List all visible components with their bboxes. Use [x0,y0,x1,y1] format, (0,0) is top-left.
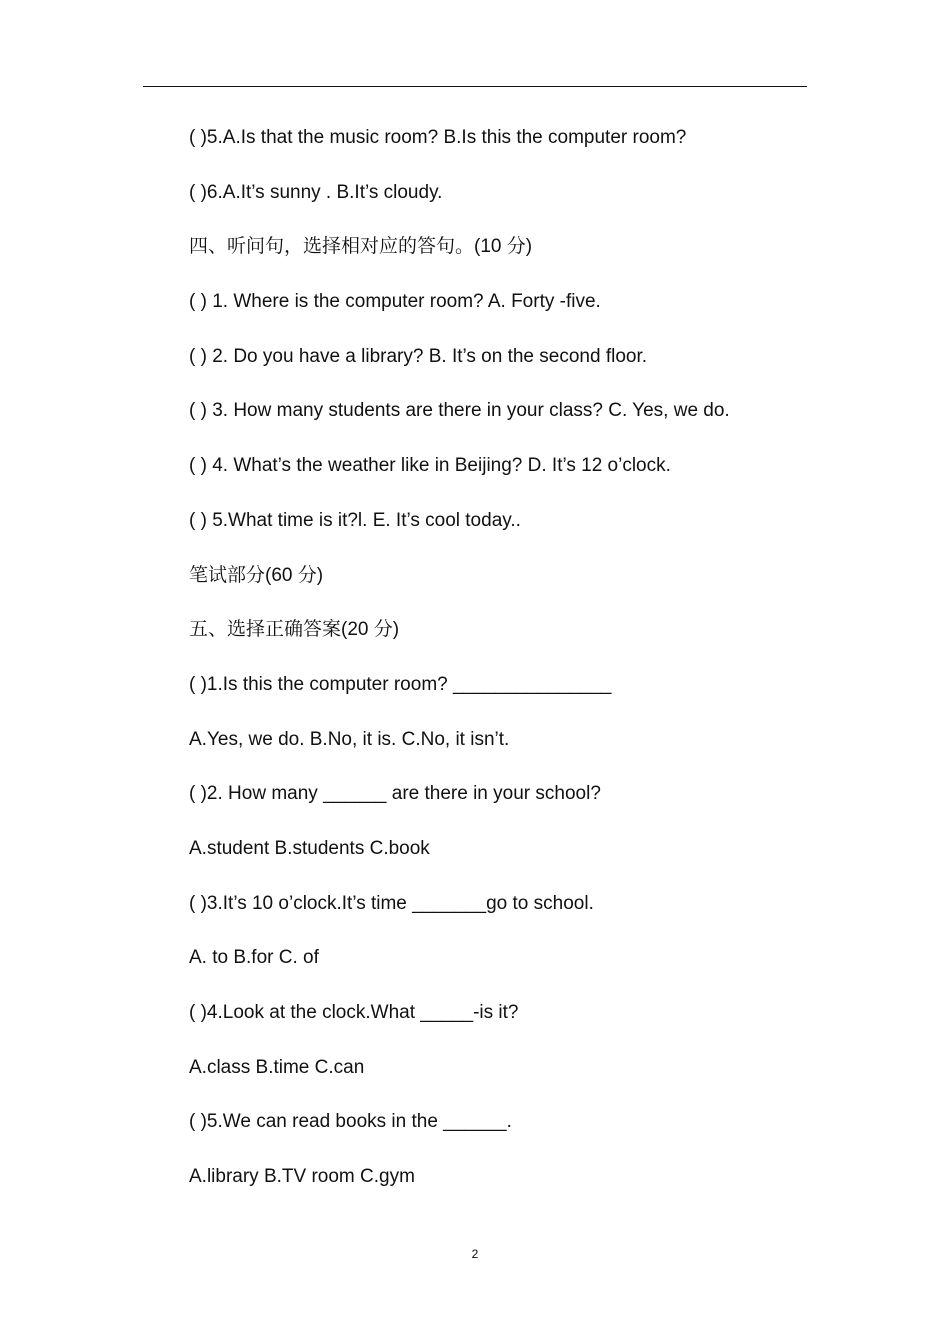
question-line: ( )6.A.It’s sunny . B.It’s cloudy. [189,181,443,203]
section-heading: 五、选择正确答案(20 分) [189,619,400,641]
answer-options: A.class B.time C.can [189,1056,365,1078]
question-line: ( )4.Look at the clock.What _____-is it? [189,1002,519,1023]
question-line: ( )5.A.Is that the music room? B.Is this the computer room? [189,127,687,148]
question-line: ( )3.It’s 10 o’clock.It’s time _______go to school. [189,892,594,914]
header-rule [143,86,807,87]
document-body [189,123,809,1217]
answer-options: A.Yes, we do. B.No, it is. C.No, it isn’t. [189,728,510,750]
page-number: 2 [471,1247,479,1261]
question-line: ( )5.We can read books in the ______. [189,1111,512,1133]
question-line: ( ) 4. What’s the weather like in Beijing? D. It’s 12 o’clock. [189,455,671,477]
question-line: ( ) 3. How many students are there in your class? C. Yes, we do. [189,400,730,422]
question-line: ( )2. How many ______ are there in your school? [189,783,601,805]
question-line: ( ) 2. Do you have a library? B. It’s on the second floor. [189,345,648,367]
part-heading: 笔试部分(60 分) [189,564,324,586]
question-line: ( )1.Is this the computer room? _______________ [189,673,612,695]
question-line: ( ) 1. Where is the computer room? A. Forty -five. [189,291,601,313]
section-heading: 四、听问句，选择相对应的答句。(10 分) [189,236,533,258]
question-line: ( ) 5.What time is it?l. E. It’s cool today.. [189,509,521,531]
answer-options: A.library B.TV room C.gym [189,1166,415,1188]
answer-options: A. to B.for C. of [189,947,319,969]
answer-options: A.student B.students C.book [189,837,430,859]
